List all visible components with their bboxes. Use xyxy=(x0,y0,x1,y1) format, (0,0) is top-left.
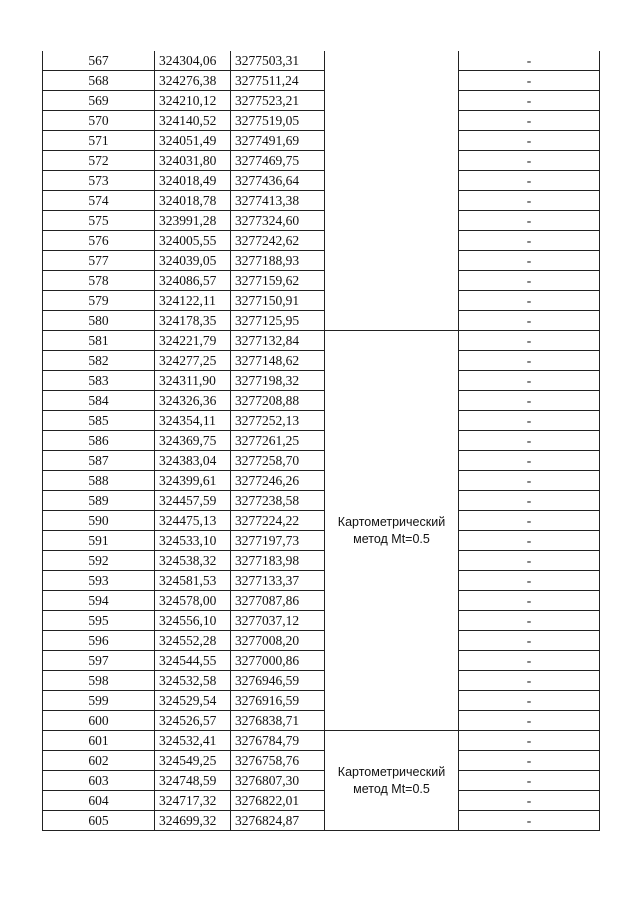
note-cell: - xyxy=(459,431,600,451)
x-coordinate-cell: 324311,90 xyxy=(155,371,231,391)
note-cell: - xyxy=(459,511,600,531)
y-coordinate-cell: 3277258,70 xyxy=(231,451,325,471)
x-coordinate-cell: 324383,04 xyxy=(155,451,231,471)
y-coordinate-cell: 3276822,01 xyxy=(231,791,325,811)
note-cell: - xyxy=(459,71,600,91)
x-coordinate-cell: 323991,28 xyxy=(155,211,231,231)
y-coordinate-cell: 3277087,86 xyxy=(231,591,325,611)
y-coordinate-cell: 3276916,59 xyxy=(231,691,325,711)
y-coordinate-cell: 3277150,91 xyxy=(231,291,325,311)
x-coordinate-cell: 324304,06 xyxy=(155,51,231,71)
point-number-cell: 598 xyxy=(43,671,155,691)
x-coordinate-cell: 324031,80 xyxy=(155,151,231,171)
note-cell: - xyxy=(459,551,600,571)
table-row xyxy=(43,271,600,291)
table-row xyxy=(43,431,600,451)
point-number-cell: 579 xyxy=(43,291,155,311)
point-number-cell: 585 xyxy=(43,411,155,431)
y-coordinate-cell: 3277519,05 xyxy=(231,111,325,131)
point-number-cell: 572 xyxy=(43,151,155,171)
y-coordinate-cell: 3276807,30 xyxy=(231,771,325,791)
table-row xyxy=(43,451,600,471)
x-coordinate-cell: 324005,55 xyxy=(155,231,231,251)
point-number-cell: 573 xyxy=(43,171,155,191)
x-coordinate-cell: 324178,35 xyxy=(155,311,231,331)
note-cell: - xyxy=(459,531,600,551)
table-row xyxy=(43,591,600,611)
point-number-cell: 568 xyxy=(43,71,155,91)
table-row xyxy=(43,551,600,571)
point-number-cell: 584 xyxy=(43,391,155,411)
x-coordinate-cell: 324221,79 xyxy=(155,331,231,351)
point-number-cell: 578 xyxy=(43,271,155,291)
note-cell: - xyxy=(459,171,600,191)
note-cell: - xyxy=(459,251,600,271)
x-coordinate-cell: 324122,11 xyxy=(155,291,231,311)
note-cell: - xyxy=(459,151,600,171)
table-row xyxy=(43,671,600,691)
note-cell: - xyxy=(459,751,600,771)
point-number-cell: 601 xyxy=(43,731,155,751)
point-number-cell: 586 xyxy=(43,431,155,451)
note-cell: - xyxy=(459,231,600,251)
y-coordinate-cell: 3277133,37 xyxy=(231,571,325,591)
y-coordinate-cell: 3277125,95 xyxy=(231,311,325,331)
table-row xyxy=(43,331,600,351)
point-number-cell: 571 xyxy=(43,131,155,151)
x-coordinate-cell: 324544,55 xyxy=(155,651,231,671)
table-row xyxy=(43,731,600,751)
table-row xyxy=(43,111,600,131)
point-number-cell: 604 xyxy=(43,791,155,811)
note-cell: - xyxy=(459,731,600,751)
x-coordinate-cell: 324086,57 xyxy=(155,271,231,291)
point-number-cell: 581 xyxy=(43,331,155,351)
y-coordinate-cell: 3277242,62 xyxy=(231,231,325,251)
x-coordinate-cell: 324717,32 xyxy=(155,791,231,811)
y-coordinate-cell: 3277208,88 xyxy=(231,391,325,411)
note-cell: - xyxy=(459,451,600,471)
x-coordinate-cell: 324533,10 xyxy=(155,531,231,551)
table-row xyxy=(43,131,600,151)
point-number-cell: 602 xyxy=(43,751,155,771)
note-cell: - xyxy=(459,791,600,811)
note-cell: - xyxy=(459,411,600,431)
table-row xyxy=(43,171,600,191)
x-coordinate-cell: 324210,12 xyxy=(155,91,231,111)
y-coordinate-cell: 3277503,31 xyxy=(231,51,325,71)
x-coordinate-cell: 324457,59 xyxy=(155,491,231,511)
table-row xyxy=(43,811,600,831)
point-number-cell: 570 xyxy=(43,111,155,131)
point-number-cell: 595 xyxy=(43,611,155,631)
table-row xyxy=(43,491,600,511)
y-coordinate-cell: 3277261,25 xyxy=(231,431,325,451)
x-coordinate-cell: 324552,28 xyxy=(155,631,231,651)
x-coordinate-cell: 324039,05 xyxy=(155,251,231,271)
x-coordinate-cell: 324276,38 xyxy=(155,71,231,91)
y-coordinate-cell: 3277246,26 xyxy=(231,471,325,491)
x-coordinate-cell: 324699,32 xyxy=(155,811,231,831)
point-number-cell: 596 xyxy=(43,631,155,651)
note-cell: - xyxy=(459,271,600,291)
method-cell: Картометрический метод Mt=0.5 xyxy=(325,731,459,831)
table-row xyxy=(43,691,600,711)
point-number-cell: 580 xyxy=(43,311,155,331)
table-row xyxy=(43,571,600,591)
y-coordinate-cell: 3277008,20 xyxy=(231,631,325,651)
x-coordinate-cell: 324578,00 xyxy=(155,591,231,611)
table-row xyxy=(43,751,600,771)
y-coordinate-cell: 3277238,58 xyxy=(231,491,325,511)
method-cell: Картометрический метод Mt=0.5 xyxy=(325,331,459,731)
x-coordinate-cell: 324581,53 xyxy=(155,571,231,591)
table-row xyxy=(43,511,600,531)
y-coordinate-cell: 3276946,59 xyxy=(231,671,325,691)
point-number-cell: 592 xyxy=(43,551,155,571)
table-row xyxy=(43,411,600,431)
note-cell: - xyxy=(459,711,600,731)
x-coordinate-cell: 324369,75 xyxy=(155,431,231,451)
table-row xyxy=(43,651,600,671)
note-cell: - xyxy=(459,291,600,311)
table-row xyxy=(43,391,600,411)
x-coordinate-cell: 324532,41 xyxy=(155,731,231,751)
y-coordinate-cell: 3277224,22 xyxy=(231,511,325,531)
x-coordinate-cell: 324399,61 xyxy=(155,471,231,491)
note-cell: - xyxy=(459,571,600,591)
y-coordinate-cell: 3277324,60 xyxy=(231,211,325,231)
point-number-cell: 605 xyxy=(43,811,155,831)
table-row xyxy=(43,631,600,651)
y-coordinate-cell: 3276784,79 xyxy=(231,731,325,751)
x-coordinate-cell: 324277,25 xyxy=(155,351,231,371)
note-cell: - xyxy=(459,91,600,111)
point-number-cell: 567 xyxy=(43,51,155,71)
point-number-cell: 591 xyxy=(43,531,155,551)
point-number-cell: 588 xyxy=(43,471,155,491)
point-number-cell: 594 xyxy=(43,591,155,611)
table-row xyxy=(43,771,600,791)
point-number-cell: 577 xyxy=(43,251,155,271)
note-cell: - xyxy=(459,651,600,671)
point-number-cell: 593 xyxy=(43,571,155,591)
x-coordinate-cell: 324556,10 xyxy=(155,611,231,631)
point-number-cell: 590 xyxy=(43,511,155,531)
note-cell: - xyxy=(459,631,600,651)
table-row xyxy=(43,311,600,331)
note-cell: - xyxy=(459,691,600,711)
note-cell: - xyxy=(459,331,600,351)
table-row xyxy=(43,71,600,91)
table-row xyxy=(43,531,600,551)
x-coordinate-cell: 324532,58 xyxy=(155,671,231,691)
x-coordinate-cell: 324475,13 xyxy=(155,511,231,531)
coordinates-table-body xyxy=(43,51,600,831)
note-cell: - xyxy=(459,111,600,131)
table-row xyxy=(43,51,600,71)
note-cell: - xyxy=(459,311,600,331)
y-coordinate-cell: 3277159,62 xyxy=(231,271,325,291)
point-number-cell: 597 xyxy=(43,651,155,671)
note-cell: - xyxy=(459,351,600,371)
x-coordinate-cell: 324018,49 xyxy=(155,171,231,191)
table-row xyxy=(43,371,600,391)
method-cell xyxy=(325,51,459,331)
note-cell: - xyxy=(459,471,600,491)
point-number-cell: 599 xyxy=(43,691,155,711)
y-coordinate-cell: 3277436,64 xyxy=(231,171,325,191)
note-cell: - xyxy=(459,591,600,611)
note-cell: - xyxy=(459,191,600,211)
table-row xyxy=(43,471,600,491)
y-coordinate-cell: 3277148,62 xyxy=(231,351,325,371)
table-row xyxy=(43,611,600,631)
table-row xyxy=(43,151,600,171)
point-number-cell: 582 xyxy=(43,351,155,371)
x-coordinate-cell: 324538,32 xyxy=(155,551,231,571)
y-coordinate-cell: 3277183,98 xyxy=(231,551,325,571)
table-row xyxy=(43,791,600,811)
table-row xyxy=(43,91,600,111)
point-number-cell: 575 xyxy=(43,211,155,231)
table-row xyxy=(43,251,600,271)
table-row xyxy=(43,351,600,371)
note-cell: - xyxy=(459,491,600,511)
x-coordinate-cell: 324354,11 xyxy=(155,411,231,431)
point-number-cell: 587 xyxy=(43,451,155,471)
y-coordinate-cell: 3276838,71 xyxy=(231,711,325,731)
x-coordinate-cell: 324018,78 xyxy=(155,191,231,211)
note-cell: - xyxy=(459,391,600,411)
x-coordinate-cell: 324529,54 xyxy=(155,691,231,711)
coordinates-table xyxy=(42,51,600,831)
y-coordinate-cell: 3277197,73 xyxy=(231,531,325,551)
point-number-cell: 583 xyxy=(43,371,155,391)
y-coordinate-cell: 3277469,75 xyxy=(231,151,325,171)
y-coordinate-cell: 3277491,69 xyxy=(231,131,325,151)
y-coordinate-cell: 3277511,24 xyxy=(231,71,325,91)
x-coordinate-cell: 324526,57 xyxy=(155,711,231,731)
x-coordinate-cell: 324051,49 xyxy=(155,131,231,151)
y-coordinate-cell: 3277000,86 xyxy=(231,651,325,671)
point-number-cell: 600 xyxy=(43,711,155,731)
note-cell: - xyxy=(459,811,600,831)
y-coordinate-cell: 3277198,32 xyxy=(231,371,325,391)
table-row xyxy=(43,211,600,231)
point-number-cell: 603 xyxy=(43,771,155,791)
point-number-cell: 589 xyxy=(43,491,155,511)
point-number-cell: 576 xyxy=(43,231,155,251)
y-coordinate-cell: 3277188,93 xyxy=(231,251,325,271)
y-coordinate-cell: 3277132,84 xyxy=(231,331,325,351)
note-cell: - xyxy=(459,611,600,631)
point-number-cell: 569 xyxy=(43,91,155,111)
note-cell: - xyxy=(459,371,600,391)
y-coordinate-cell: 3276824,87 xyxy=(231,811,325,831)
y-coordinate-cell: 3277252,13 xyxy=(231,411,325,431)
x-coordinate-cell: 324326,36 xyxy=(155,391,231,411)
note-cell: - xyxy=(459,771,600,791)
x-coordinate-cell: 324549,25 xyxy=(155,751,231,771)
x-coordinate-cell: 324140,52 xyxy=(155,111,231,131)
table-row xyxy=(43,291,600,311)
y-coordinate-cell: 3277037,12 xyxy=(231,611,325,631)
table-row xyxy=(43,711,600,731)
table-row xyxy=(43,191,600,211)
y-coordinate-cell: 3277413,38 xyxy=(231,191,325,211)
note-cell: - xyxy=(459,131,600,151)
note-cell: - xyxy=(459,211,600,231)
y-coordinate-cell: 3277523,21 xyxy=(231,91,325,111)
point-number-cell: 574 xyxy=(43,191,155,211)
note-cell: - xyxy=(459,51,600,71)
y-coordinate-cell: 3276758,76 xyxy=(231,751,325,771)
table-row xyxy=(43,231,600,251)
x-coordinate-cell: 324748,59 xyxy=(155,771,231,791)
note-cell: - xyxy=(459,671,600,691)
